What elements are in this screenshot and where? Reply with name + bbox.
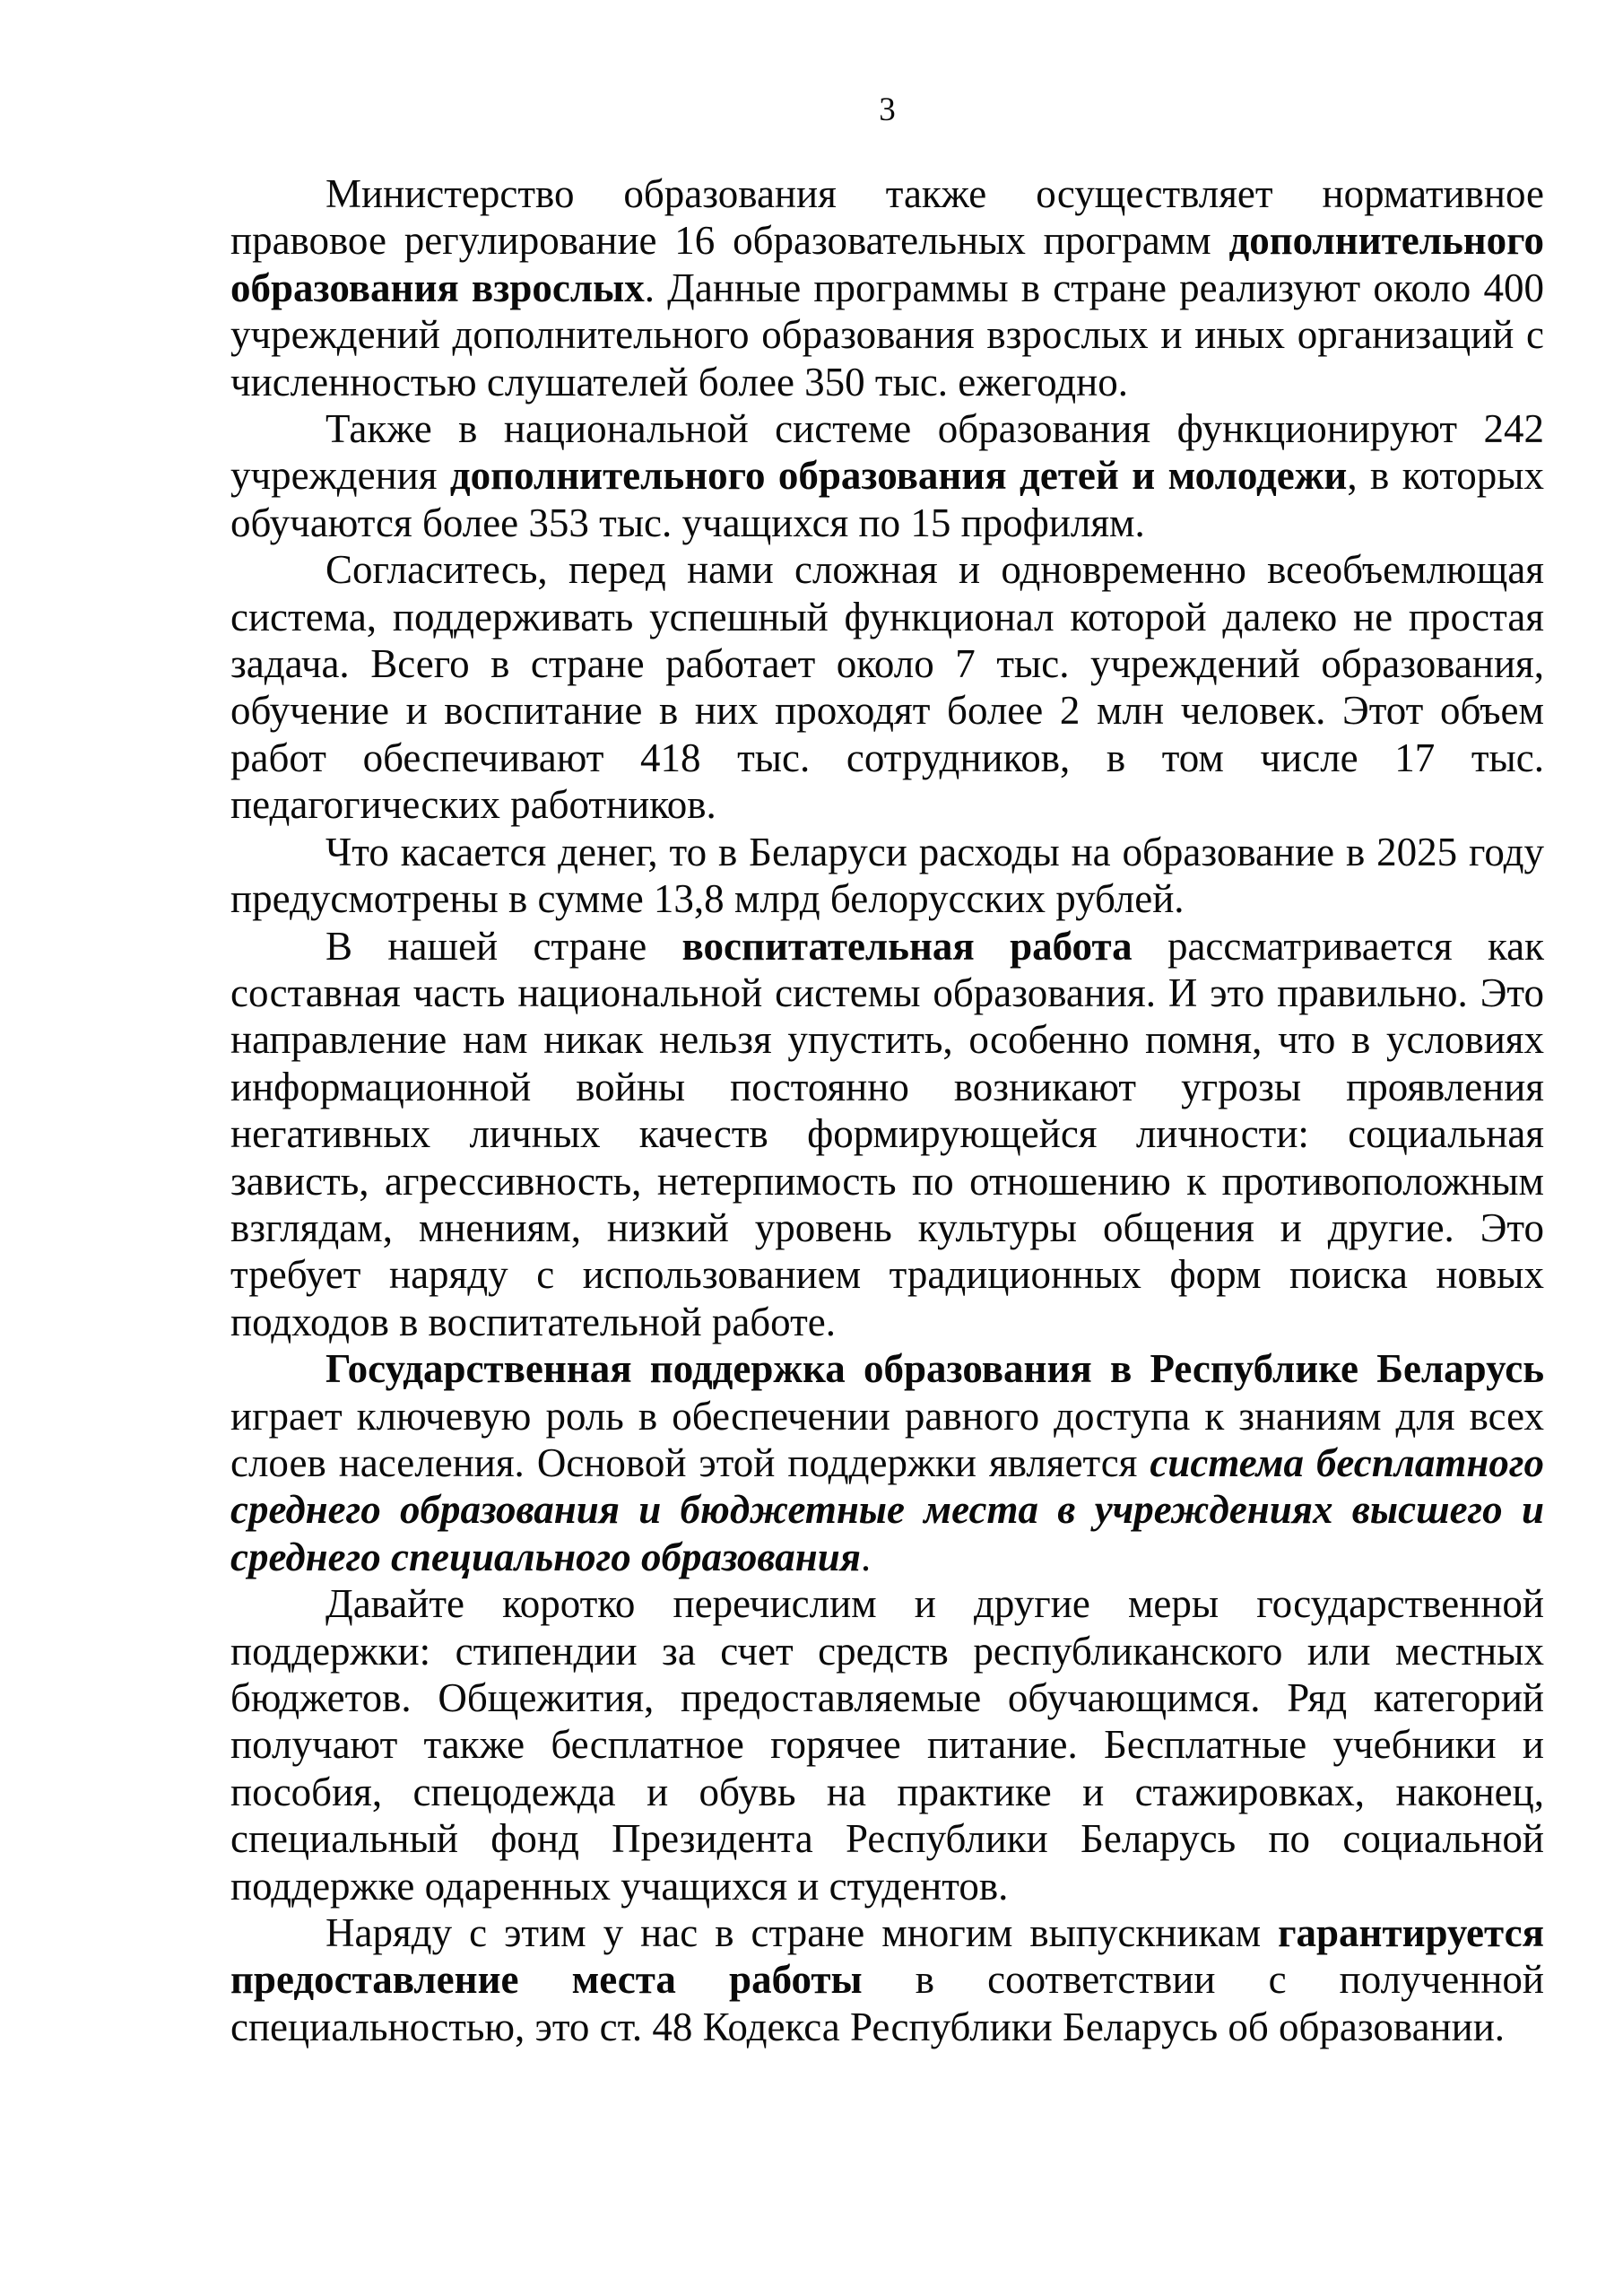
text-run: , в которых обучаются более 353 тыс. учащихся по 15 профилям. [230,453,1545,545]
page-number: 3 [879,91,896,128]
text-run-bold: Государственная поддержка образования в Республике Беларусь [325,1346,1544,1392]
text-run: В нашей стране [325,923,682,969]
text-run: играет ключевую роль в обеспечении равного доступа к знаниям для всех слоев населения. Основой этой поддержки является [230,1393,1544,1485]
text-run-bold: дополнительного образования взрослых [230,218,1544,310]
paragraph-additional-education [230,405,1544,546]
text-run: Наряду с этим у нас в стране многим выпускникам [325,1910,1279,1956]
document-body [230,170,1544,2050]
paragraph-state-support [230,1345,1544,1580]
paragraph-support-measures [230,1580,1544,1909]
text-run: Министерство образования также осуществляет нормативное правовое регулирование 16 образовательных программ [230,171,1544,264]
text-run: в соответствии с полученной специальностью, это ст. 48 Кодекса Республики Беларусь об образовании. [230,1957,1544,2049]
text-run: Давайте коротко перечислим и другие меры государственной поддержки: стипендии за счет средств республиканского или местных бюджетов. Общежития, предоставляемые обучающимся. Ряд категорий получают также бесплатное горячее питание. Бесплатные учебники и пособия, спецодежда и обувь на практике и стажировках, наконец, специальный фонд Президента Республики Беларусь по социальной поддержке одаренных учащихся и студентов. [230,1581,1544,1909]
text-run-bold-italic: система бесплатного среднего образования и бюджетные места в учреждениях высшего и среднего специального образования [230,1439,1544,1579]
paragraph-ministry-regulation [230,170,1544,405]
text-run: . Данные программы в стране реализуют около 400 учреждений дополнительного образования взрослых и иных организаций с численностью слушателей более 350 тыс. ежегодно. [230,265,1544,404]
paragraph-system-scale [230,546,1544,828]
paragraph-budget [230,829,1544,923]
text-run-bold: дополнительного образования детей и молодежи [449,453,1348,499]
text-run: Также в национальной системе образования функционируют 242 учреждения [230,406,1544,499]
text-run-bold: гарантируется предоставление места работы [230,1910,1544,2003]
text-run: Согласитесь, перед нами сложная и одновременно всеобъемлющая система, поддерживать успешный функционал которой далеко не простая задача. Всего в стране работает около 7 тыс. учреждений образования, обучение и воспитание в них проходят более 2 млн человек. Этот объем работ обеспечивают 418 тыс. сотрудников, в том числе 17 тыс. педагогических работников. [230,547,1544,828]
text-run: рассматривается как составная часть национальной системы образования. И это правильно. Это направление нам никак нельзя упустить, особенно помня, что в условиях информационной войны постоянно возникают угрозы проявления негативных личных качеств формирующейся личности: социальная зависть, агрессивность, нетерпимость по отношению к противоположным взглядам, мнениям, низкий уровень культуры общения и другие. Это требует наряду с использованием традиционных форм поиска новых подходов в воспитательной работе. [230,923,1545,1344]
text-run: Что касается денег, то в Беларуси расходы на образование в 2025 году предусмотрены в сумме 13,8 млрд белорусских рублей. [230,829,1544,922]
paragraph-upbringing-work [230,923,1544,1346]
paragraph-job-guarantee [230,1909,1544,2050]
text-run-bold: воспитательная работа [681,923,1133,969]
text-run: . [860,1534,872,1579]
